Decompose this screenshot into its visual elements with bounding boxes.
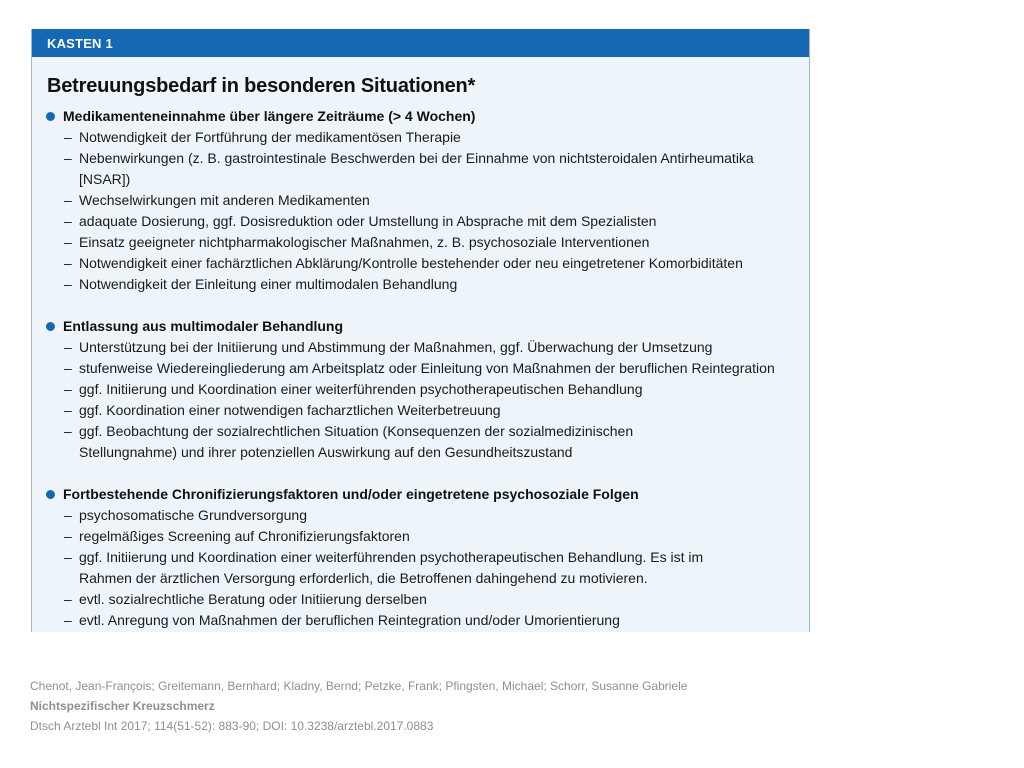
list-item-text: ggf. Koordination einer notwendigen facharztlichen Weiterbetreuung <box>79 402 501 418</box>
dash-icon: – <box>64 507 72 523</box>
dash-icon: – <box>64 549 72 565</box>
section-heading <box>45 106 793 127</box>
list-item-text: ggf. Initiierung und Koordination einer weiterführenden psychotherapeutischen Behandlung <box>79 381 643 397</box>
dash-icon: – <box>64 528 72 544</box>
box-header <box>32 29 809 57</box>
list-item-text: psychosomatische Grundversorgung <box>79 507 308 523</box>
dash-icon: – <box>64 612 72 628</box>
dash-icon: – <box>64 381 72 397</box>
list-item <box>45 421 793 463</box>
list-item-text: Notwendigkeit der Fortführung der medikamentösen Therapie <box>79 129 461 145</box>
item-list <box>45 127 793 295</box>
list-item <box>45 610 793 631</box>
list-item <box>45 547 793 589</box>
dash-icon: – <box>64 339 72 355</box>
list-item <box>45 505 793 526</box>
list-item <box>45 127 793 148</box>
dash-icon: – <box>64 255 72 271</box>
section-heading-text: Fortbestehende Chronifizierungsfaktoren und/oder eingetretene psychosoziale Folgen <box>63 486 639 502</box>
bullet-icon <box>46 322 55 331</box>
list-item-text: evtl. sozialrechtliche Beratung oder Initiierung derselben <box>79 591 427 607</box>
dash-icon: – <box>64 402 72 418</box>
list-item-text: regelmäßiges Screening auf Chronifizierungsfaktoren <box>79 528 410 544</box>
dash-icon: – <box>64 276 72 292</box>
list-item-text: Nebenwirkungen (z. B. gastrointestinale Beschwerden bei der Einnahme von nichtsteroidalen Antirheumatika [NSAR]) <box>79 150 754 187</box>
section-heading-text: Entlassung aus multimodaler Behandlung <box>63 318 344 334</box>
citation <box>30 676 687 736</box>
section-heading-text: Medikamenteneinnahme über längere Zeiträume (> 4 Wochen) <box>63 108 476 124</box>
box-label: KASTEN 1 <box>47 36 113 51</box>
list-item <box>45 274 793 295</box>
list-item-text: evtl. Anregung von Maßnahmen der beruflichen Reintegration und/oder Umorientierung <box>79 612 620 628</box>
dash-icon: – <box>64 423 72 439</box>
list-item <box>45 358 793 379</box>
citation-authors: Chenot, Jean-François; Greitemann, Bernhard; Kladny, Bernd; Petzke, Frank; Pfingsten, Michael; Schorr, Susanne Gabriele <box>30 679 688 693</box>
list-item-text: ggf. Beobachtung der sozialrechtlichen Situation (Konsequenzen der sozialmedizinischen Stellungnahme) und ihrer potenziellen Auswirkung auf den Gesundheitszustand <box>79 423 634 460</box>
dash-icon: – <box>64 213 72 229</box>
dash-icon: – <box>64 192 72 208</box>
section-discharge <box>45 316 793 463</box>
section-heading <box>45 316 793 337</box>
box-title: Betreuungsbedarf in besonderen Situationen* <box>47 75 476 97</box>
list-item-text: stufenweise Wiedereingliederung am Arbeitsplatz oder Einleitung von Maßnahmen der beruflichen Reintegration <box>79 360 775 376</box>
citation-source: Dtsch Arztebl Int 2017; 114(51-52): 883-90; DOI: 10.3238/arztebl.2017.0883 <box>30 719 434 733</box>
list-item-text: Wechselwirkungen mit anderen Medikamenten <box>79 192 370 208</box>
list-item <box>45 232 793 253</box>
list-item <box>45 337 793 358</box>
list-item-text: Unterstützung bei der Initiierung und Abstimmung der Maßnahmen, ggf. Überwachung der Umsetzung <box>79 339 713 355</box>
list-item-text: Notwendigkeit einer fachärztlichen Abklärung/Kontrolle bestehender oder neu eingetretener Komorbiditäten <box>79 255 743 271</box>
box-content <box>32 74 809 631</box>
list-item <box>45 589 793 610</box>
citation-title: Nichtspezifischer Kreuzschmerz <box>30 699 215 713</box>
list-item-text: ggf. Initiierung und Koordination einer weiterführenden psychotherapeutischen Behandlung. Es ist im Rahmen der ärztlichen Versorgung erforderlich, die Betroffenen dahingehend zu motivieren. <box>79 549 704 586</box>
dash-icon: – <box>64 591 72 607</box>
item-list <box>45 505 793 631</box>
list-item <box>45 211 793 232</box>
section-heading <box>45 484 793 505</box>
list-item-text: Einsatz geeigneter nichtpharmakologischer Maßnahmen, z. B. psychosoziale Interventionen <box>79 234 650 250</box>
bullet-icon <box>46 490 55 499</box>
list-item <box>45 379 793 400</box>
dash-icon: – <box>64 360 72 376</box>
dash-icon: – <box>64 150 72 166</box>
bullet-icon <box>46 112 55 121</box>
list-item <box>45 400 793 421</box>
info-box <box>31 29 810 632</box>
list-item <box>45 190 793 211</box>
list-item <box>45 253 793 274</box>
section-chronification <box>45 484 793 631</box>
dash-icon: – <box>64 234 72 250</box>
list-item-text: Notwendigkeit der Einleitung einer multimodalen Behandlung <box>79 276 458 292</box>
list-item <box>45 148 793 190</box>
section-medication <box>45 106 793 295</box>
list-item-text: adaquate Dosierung, ggf. Dosisreduktion oder Umstellung in Absprache mit dem Spezialisten <box>79 213 657 229</box>
dash-icon: – <box>64 129 72 145</box>
list-item <box>45 526 793 547</box>
item-list <box>45 337 793 463</box>
